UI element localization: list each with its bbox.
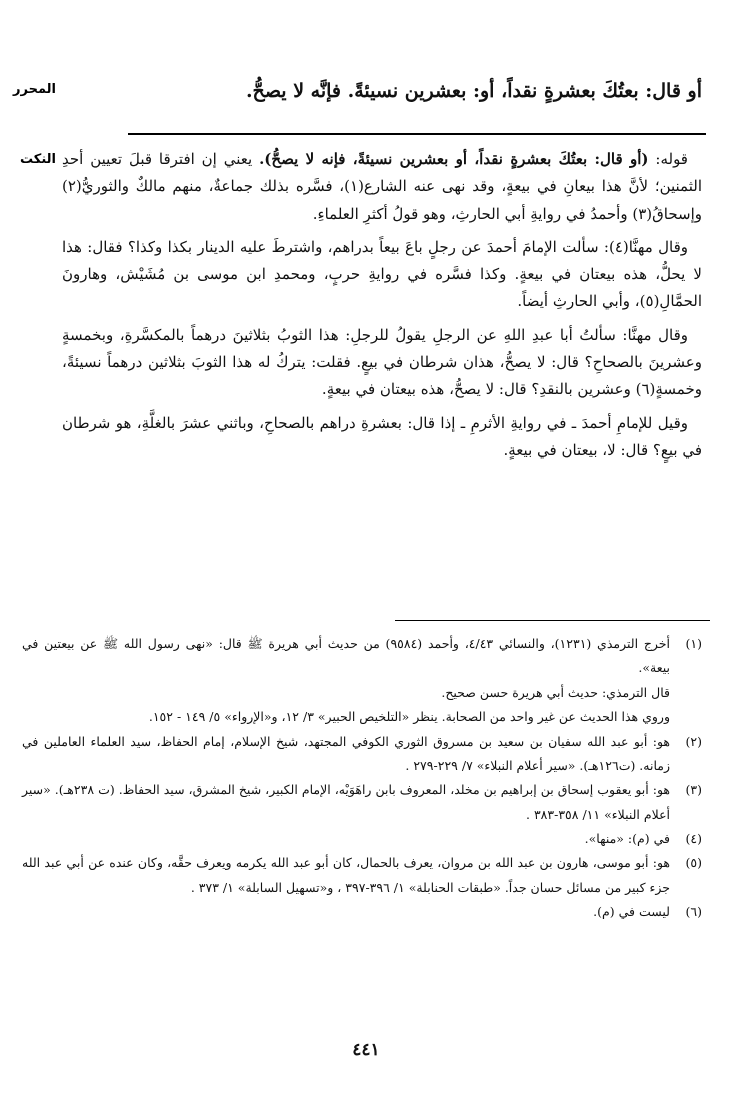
footnote-number: (٣) (685, 782, 702, 798)
footnote-number: (١) (685, 636, 702, 651)
footnote-number: (٢) (685, 733, 702, 749)
commentary-quote: (أو قال: بعتُكَ بعشرةٍ نقداً، أو بعشرين نسيئةً، فإنه لا يصحُّ). (259, 150, 649, 168)
footnote-text: أخرج الترمذي (١٢٣١)، والنسائي ٤/٤٣، وأحمد (٩٥٨٤) من حديث أبي هريرة ﷺ قال: «نهى رسول الله ﷺ عن بيعتين في بيعة». (22, 636, 670, 676)
top-divider (128, 133, 706, 135)
footnote-5 (22, 851, 702, 900)
commentary-body (62, 146, 702, 470)
footnote-1 (22, 632, 702, 730)
footnote-number: (٦) (685, 904, 702, 920)
page-number: ٤٤١ (352, 1040, 380, 1060)
footnote-text: في (م): «منها». (584, 831, 670, 846)
footnote-6 (22, 900, 702, 924)
footnote-number: (٥) (685, 855, 702, 871)
footnote-text: هو: أبو يعقوب إسحاق بن إبراهيم بن مخلد، المعروف بابن راهَوَيْه، الإمام الكبير، شيخ المشرق، سيد الحفاظ. (ت ٢٣٨هـ). «سير أعلام النبلاء» ١١/ ٣٥٨-٣٨٣ . (22, 782, 670, 822)
footnote-text: ليست في (م). (593, 904, 670, 920)
commentary-lead: قوله: (648, 150, 688, 168)
commentary-paragraph: وقال مهنَّا: سألتُ أبا عبدِ اللهِ عن الرجلِ يقولُ للرجلِ: هذا الثوبُ بثلاثينَ درهماً بالمكسَّرةِ، وبخمسةٍ وعشرينَ بالصحاحِ؟ قال: لا يصحُّ، هذان شرطان في بيعٍ. فقلت: يتركُ له هذا الثوبَ بثلاثين درهماً نسيئةً، وخمسةٍ(٦) وعشرين بالنقدِ؟ قال: لا يصحُّ، هذه بيعتان في بيعةٍ. (62, 325, 702, 399)
margin-label-nukat: النكت (20, 152, 56, 167)
footnote-text: هو: أبو عبد الله سفيان بن سعيد بن مسروق الثوري الكوفي المجتهد، شيخ الإسلام، إمام الحفاظ، سيد العلماء العاملين في زمانه. (ت١٢٦هـ). «سير أعلام النبلاء» ٧/ ٢٢٩-٢٧٩ . (22, 733, 670, 773)
footnote-3 (22, 778, 702, 827)
footnote-text-extra: وروي هذا الحديث عن غير واحد من الصحابة. ينظر «التلخيص الحبير» ٣/ ١٢، و«الإرواء» ٥/ ١٤٩ - ١٥٢. (148, 709, 670, 725)
commentary-paragraph (62, 146, 702, 228)
footnote-number: (٤) (685, 831, 702, 846)
commentary-paragraph: وقال مهنَّا(٤): سألت الإمامَ أحمدَ عن رجلٍ باعَ بيعاً بدراهم، واشترطَ عليه الدينار بكذا وكذا؟ فقال: هذا لا يحلُّ، هذه بيعتان في بيعةٍ. وكذا فسَّره في روايةِ حربٍ، ومحمدِ ابن موسى بن مُشَيْش، وهارونَ الحمَّالِ(٥)، وأبي الحارثِ أيضاً. (62, 237, 702, 311)
footnote-divider (395, 620, 710, 621)
commentary-paragraph-text: يعني إن افترقا قبلَ تعيين أحدِ الثمنين؛ لأنَّ هذا بيعانِ في بيعةٍ، وقد نهى عنه الشارع(١)، فسَّره بذلك جماعةٌ، منهم مالكٌ والثوريُّ(٢) وإسحاقُ(٣) وأحمدُ في روايةِ أبي الحارثِ، وهو قولُ أكثرِ العلماءِ. (62, 150, 702, 223)
footnote-text-extra: قال الترمذي: حديث أبي هريرة حسن صحيح. (441, 684, 670, 700)
footnote-text: هو: أبو موسى، هارون بن عبد الله بن مروان، يعرف بالحمال، كان أبو عبد الله يكرمه ويعرف حقَّه، وكان عنده عن أبي عبد الله جزء كبير من مسائل حسان جداً. «طبقات الحنابلة» ١/ ٣٩٦-٣٩٧ ، و«تسهيل السابلة» ١/ ٣٧٣ . (22, 855, 670, 895)
footnotes (22, 632, 702, 925)
margin-label-muharrar: المحرر (13, 82, 56, 97)
footnote-4 (22, 827, 702, 851)
main-text-line: أو قال: بعتُكَ بعشرةٍ نقداً، أو: بعشرين نسيئةً. فإنَّه لا يصحُّ. (245, 80, 702, 102)
commentary-paragraph: وقيل للإمامِ أحمدَ ـ في روايةِ الأثرمِ ـ إذا قال: بعشرةِ دراهم بالصحاحِ، وباثني عشرَ بالغلَّةِ، هو شرطان في بيعٍ؟ قال: لا، بيعتان في بيعةٍ. (62, 413, 702, 459)
footnote-2 (22, 730, 702, 779)
